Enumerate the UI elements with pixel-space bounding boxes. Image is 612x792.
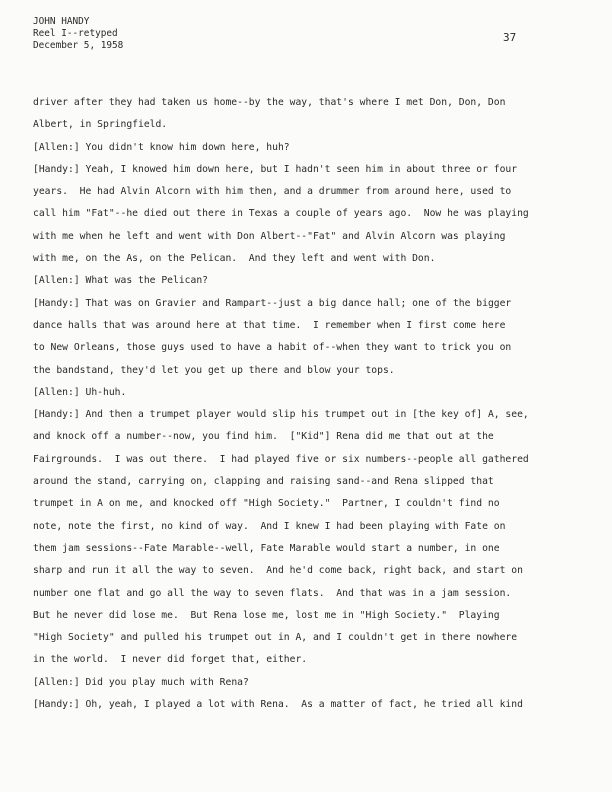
transcript-line — [33, 293, 599, 315]
line-text: "High Society" and pulled his trumpet out in A, and I couldn't get in there nowhere — [33, 632, 518, 644]
line-text: And then a trumpet player would slip his trumpet out in [the key of] A, see, — [79, 409, 529, 421]
line-text: around the stand, carrying on, clapping and raising sand--and Rena slipped that — [33, 476, 494, 488]
speaker-label: [Handy:] — [33, 699, 80, 711]
speaker-label: [Allen:] — [33, 386, 80, 398]
line-text: driver after they had taken us home--by the way, that's where I met Don, Don, Don — [33, 97, 506, 108]
transcript-line — [33, 694, 599, 716]
transcript-line — [33, 248, 599, 270]
line-text: You didn't know him down here, huh? — [79, 141, 290, 153]
speaker-label: [Allen:] — [33, 141, 80, 153]
line-text: in the world. I never did forget that, either. — [33, 654, 308, 666]
transcript-line — [33, 226, 599, 248]
line-text: Oh, yeah, I played a lot with Rena. As a matter of fact, he tried all kind — [79, 699, 523, 711]
header-date: December 5, 1958 — [33, 39, 124, 51]
transcript-line — [33, 137, 599, 159]
line-text: them jam sessions--Fate Marable--well, Fate Marable would start a number, in one — [33, 542, 500, 554]
transcript-line — [33, 404, 599, 426]
line-text: years. He had Alvin Alcorn with him then, and a drummer from around here, used to — [33, 186, 512, 198]
transcript-line — [33, 114, 599, 136]
line-text: to New Orleans, those guys used to have a habit of--when they want to trick you on — [33, 342, 512, 354]
line-text: with me, on the As, on the Pelican. And they left and went with Don. — [33, 253, 436, 265]
transcript-line — [33, 382, 599, 404]
header-name: JOHN HANDY — [33, 16, 90, 27]
line-text: Did you play much with Rena? — [79, 676, 249, 688]
transcript-line — [33, 471, 599, 493]
line-text: and knock off a number--now, you find him. ["Kid"] Rena did me that out at the — [33, 431, 494, 443]
transcript-line — [33, 672, 599, 694]
line-text: note, note the first, no kind of way. And I knew I had been playing with Fate on — [33, 520, 506, 532]
line-text: with me when he left and went with Don Albert--"Fat" and Alvin Alcorn was playing — [33, 230, 506, 242]
line-text: dance halls that was around here at that time. I remember when I first come here — [33, 319, 506, 331]
transcript-line — [33, 181, 599, 203]
line-text: Fairgrounds. I was out there. I had played five or six numbers--people all gathered — [33, 453, 529, 465]
header-reel: Reel I--retyped — [33, 27, 118, 39]
transcript-line — [33, 516, 599, 538]
transcript-line — [33, 337, 599, 359]
transcript-line — [33, 315, 599, 337]
speaker-label: [Handy:] — [33, 409, 80, 421]
transcript-line — [33, 605, 599, 627]
transcript-body — [33, 92, 599, 716]
transcript-line — [33, 538, 599, 560]
line-text: But he never did lose me. But Rena lose me, lost me in "High Society." Playing — [33, 609, 500, 621]
line-text: call him "Fat"--he died out there in Texas a couple of years ago. Now he was playing — [33, 208, 529, 220]
line-text: Uh-huh. — [79, 386, 127, 398]
line-text: the bandstand, they'd let you get up there and blow your tops. — [33, 364, 395, 376]
line-text: Yeah, I knowed him down here, but I hadn't seen him in about three or four — [79, 163, 518, 175]
line-text: sharp and run it all the way to seven. And he'd come back, right back, and start on — [33, 565, 523, 577]
line-text: That was on Gravier and Rampart--just a big dance hall; one of the bigger — [79, 297, 512, 309]
transcript-line — [33, 203, 599, 225]
line-text: Albert, in Springfield. — [33, 119, 168, 131]
speaker-label: [Allen:] — [33, 676, 80, 688]
speaker-label: [Handy:] — [33, 163, 80, 175]
transcript-line — [33, 649, 599, 671]
page-header — [33, 16, 123, 51]
transcript-line — [33, 449, 599, 471]
transcript-line — [33, 560, 599, 582]
transcript-line — [33, 159, 599, 181]
transcript-line — [33, 360, 599, 382]
line-text: number one flat and go all the way to seven flats. And that was in a jam session. — [33, 587, 512, 599]
line-text: What was the Pelican? — [79, 275, 208, 287]
speaker-label: [Allen:] — [33, 275, 80, 287]
transcript-line — [33, 92, 599, 114]
transcript-line — [33, 493, 599, 515]
line-text: trumpet in A on me, and knocked off "High Society." Partner, I couldn't find no — [33, 498, 500, 510]
transcript-line — [33, 426, 599, 448]
transcript-line — [33, 583, 599, 605]
page-number: 37 — [503, 31, 517, 44]
transcript-line — [33, 627, 599, 649]
speaker-label: [Handy:] — [33, 297, 80, 309]
transcript-line — [33, 270, 599, 292]
